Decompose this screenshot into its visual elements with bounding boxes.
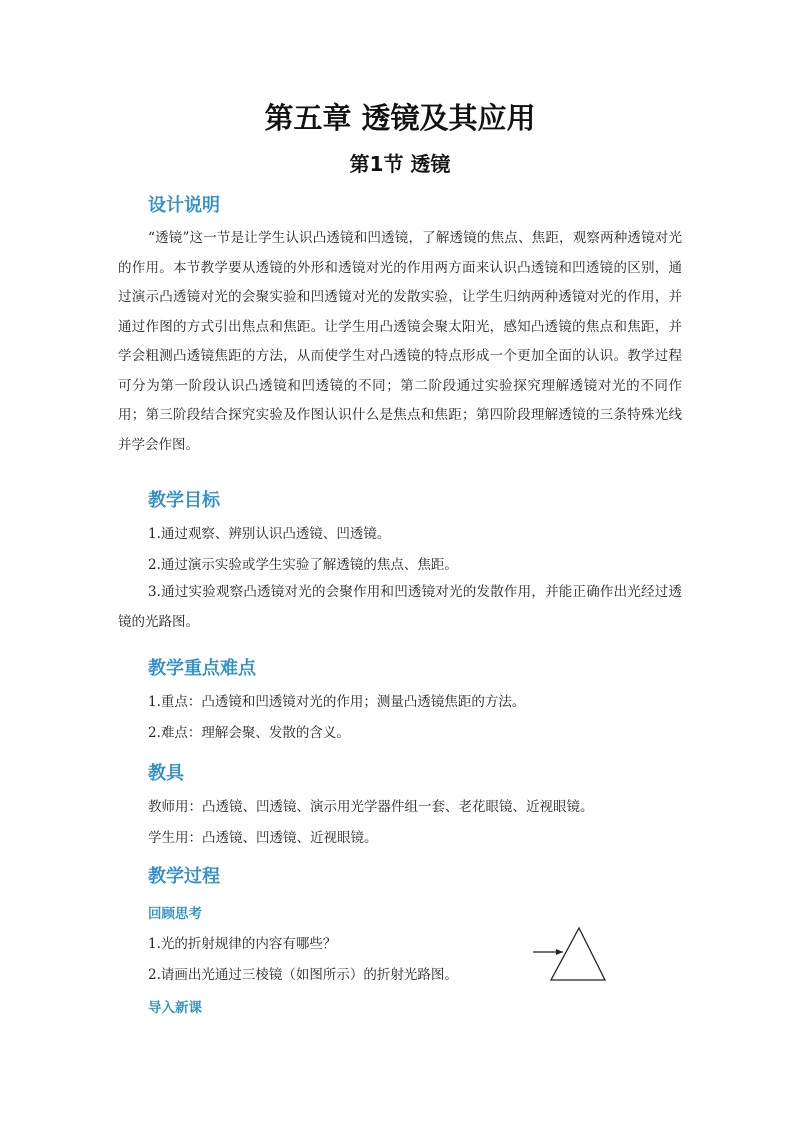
goal-item: 3.通过实验观察凸透镜对光的会聚作用和凹透镜对光的发散作用，并能正确作出光经过透镜的光路图。: [118, 584, 682, 630]
design-heading: 设计说明: [148, 195, 220, 216]
tools-heading: 教具: [148, 763, 184, 784]
review-heading: 回顾思考: [148, 906, 202, 922]
review-item: 1.光的折射规律的内容有哪些？: [148, 936, 337, 952]
goal-item: 2.通过演示实验或学生实验了解透镜的焦点、焦距。: [148, 557, 458, 573]
keypoint-item: 2.难点：理解会聚、发散的含义。: [148, 725, 350, 741]
intro-heading: 导入新课: [148, 1000, 202, 1016]
tool-item: 教师用：凸透镜、凹透镜、演示用光学器件组一套、老花眼镜、近视眼镜。: [148, 799, 594, 815]
chapter-title: 第五章 透镜及其应用: [264, 101, 536, 135]
goals-heading: 教学目标: [148, 490, 220, 511]
goal-item: 1.通过观察、辨别认识凸透镜、凹透镜。: [148, 526, 391, 542]
review-item: 2.请画出光通过三棱镜（如图所示）的折射光路图。: [148, 967, 458, 983]
prism-figure: [533, 922, 613, 986]
prism-triangle: [551, 928, 605, 980]
tool-item: 学生用：凸透镜、凹透镜、近视眼镜。: [148, 830, 378, 846]
section-title: 第1节 透镜: [349, 152, 451, 176]
keypoints-heading: 教学重点难点: [148, 658, 256, 679]
keypoint-item: 1.重点：凸透镜和凹透镜对光的作用；测量凸透镜焦距的方法。: [148, 694, 526, 710]
process-heading: 教学过程: [148, 866, 220, 887]
goal-item-wrapped: [118, 578, 682, 637]
design-body: “透镜”这一节是让学生认识凸透镜和凹透镜，了解透镜的焦点、焦距，观察两种透镜对光的作用。本节教学要从透镜的外形和透镜对光的作用两方面来认识凸透镜和凹透镜的区别，通过演示凸透镜对光的会聚实验和凹透镜对光的发散实验，让学生归纳两种透镜对光的作用，并通过作图的方式引出焦点和焦距。让学生用凸透镜会聚太阳光，感知凸透镜的焦点和焦距，并学会粗测凸透镜焦距的方法，从而使学生对凸透镜的特点形成一个更加全面的认识。教学过程可分为第一阶段认识凸透镜和凹透镜的不同；第二阶段通过实验探究理解透镜对光的不同作用；第三阶段结合探究实验及作图认识什么是焦点和焦距；第四阶段理解透镜的三条特殊光线并学会作图。: [118, 230, 682, 453]
design-paragraph: [118, 224, 682, 460]
arrow-head-icon: [556, 949, 563, 955]
